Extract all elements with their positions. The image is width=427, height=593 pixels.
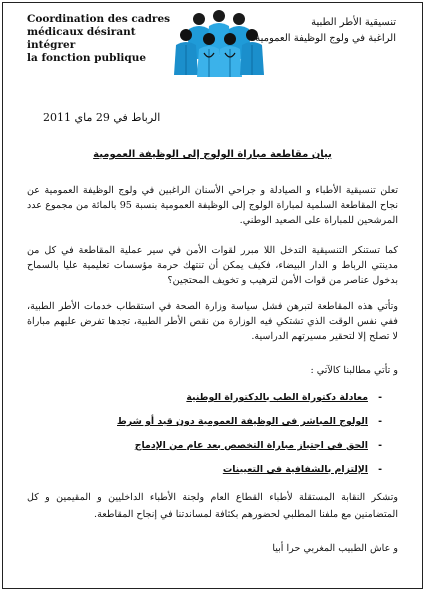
demand-text: معادلة دكتوراة الطب بالدكتوراة الوطنية [186, 392, 368, 403]
demand-text: الولوج المباشر في الوظيفة العمومية دون قيد أو شرط [117, 416, 368, 427]
statement-title-text: بيان مقاطعة مباراة الولوج إلى الوظيفة العمومية [93, 149, 332, 160]
header-french-line: la fonction publique [27, 52, 147, 64]
paragraph-security-intervention: كما تستنكر التنسيقية التدخل اللا مبرر لقوات الأمن في سير عملية المقاطعة في كل من مدينتي الرباط و الدار البيضاء، فكيف يمكن أن تنتهك حرمة مؤسسات تعليمية عليا بالسماح بدخول عناصر من قوات الأمن لترهيب و تخويف المحتجين؟ [27, 245, 398, 286]
list-item [152, 458, 382, 482]
letter-page [2, 2, 423, 589]
header-arabic-line: تنسيقية الأطر الطبية [311, 17, 396, 28]
header-arabic-line: الراغبة في ولوج الوظيفة العمومية [255, 33, 396, 44]
header-arabic [246, 15, 396, 47]
paragraph-ministry-policy: وتأتي هذه المقاطعة لتبرهن فشل سياسة وزارة الصحة في استقطاب خدمات الأطر الطبية، ففي نفس الوقت الذي تشتكي فيه الوزارة من نقص الأطر الطبية، تجدها تفرض عليهم مباراة لا تصلح إلا لتحقير مسيرتهم الدراسية. [27, 301, 398, 342]
list-item [134, 434, 382, 458]
demand-text: الإلتزام بالشفافية في التعيينات [222, 464, 368, 475]
demands-list [117, 386, 382, 482]
demand-text: الحق في اجتياز مباراة التخصص بعد عام من الإدماج [134, 440, 368, 451]
paragraph-boycott-success: تعلن تنسيقية الأطباء و الصيادلة و جراحي الأسنان الراغبين في ولوج الوظيفة العمومية عن نجاح المقاطعة السلمية لمباراة الولوج إلى الوظيفة العمومية بنسبة 95 بالمائة من مجموع عدد المرشحين للمباراة على الصعيد الوطني. [27, 185, 399, 226]
list-item [117, 410, 382, 434]
bullet-dash: - [378, 416, 382, 427]
bullet-dash: - [378, 392, 382, 403]
header-french-line: Coordination des cadres [27, 13, 171, 25]
header-french-line: médicaux désirant intégrer [27, 26, 136, 51]
bullet-dash: - [378, 464, 382, 475]
list-item [152, 386, 382, 410]
date-line: الرباط في 29 ماي 2011 [43, 111, 161, 124]
statement-title [3, 149, 422, 160]
header-french [27, 13, 177, 65]
paragraph-thanks: وتشكر النقابة المستقلة لأطباء القطاع العام ولجنة الأطباء الداخليين و المقيمين و كل المتضامنين مع ملفنا المطلبي لحضورهم بكثافة لمساندتنا في إنجاح المقاطعة. [27, 492, 398, 520]
bullet-dash: - [378, 440, 382, 451]
closing-line: و عاش الطبيب المغربي حرا أبيا [272, 543, 398, 554]
paragraph-demands-intro: و تأتي مطالبنا كالآتي : [310, 365, 398, 376]
